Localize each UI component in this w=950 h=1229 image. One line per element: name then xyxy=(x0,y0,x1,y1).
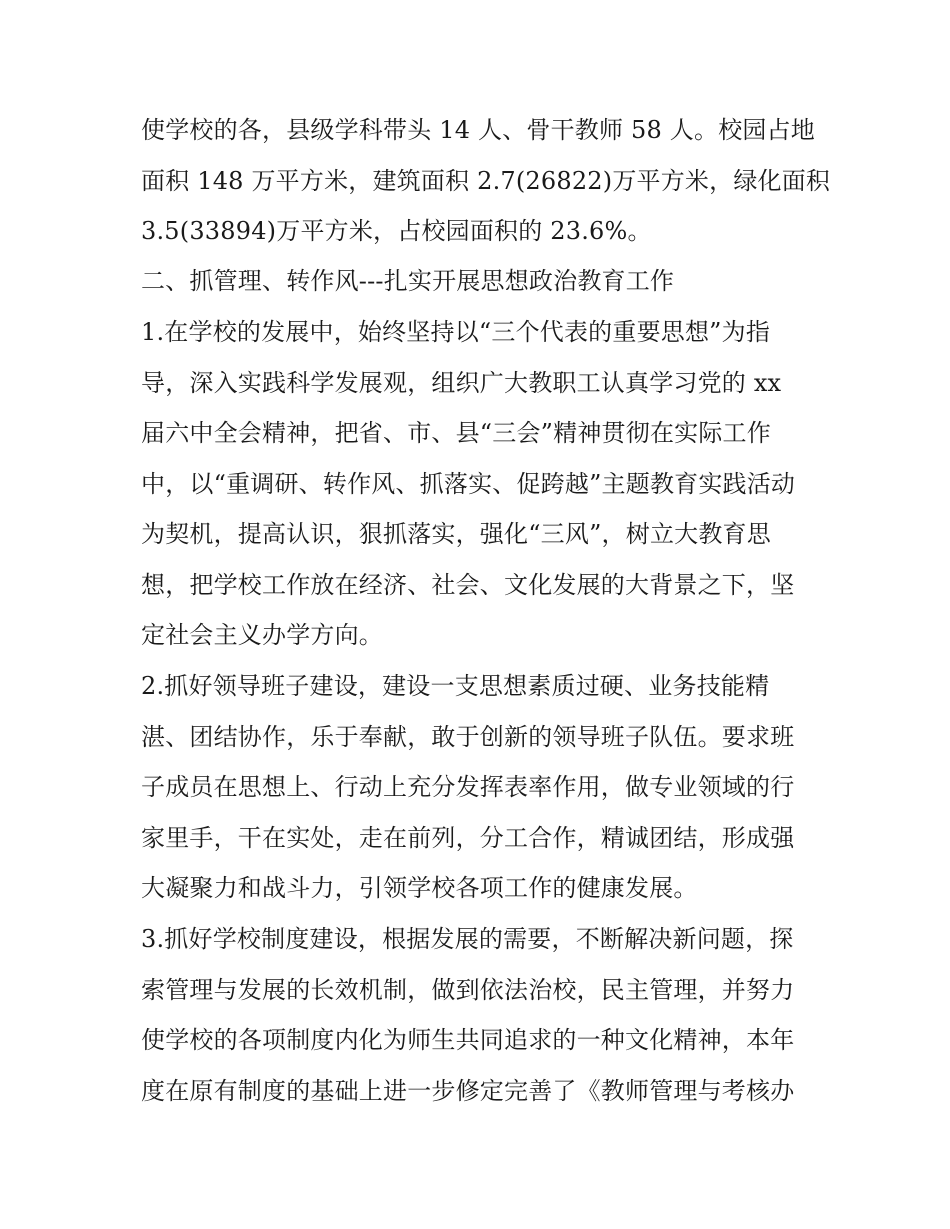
text-line: 使学校的各项制度内化为师生共同追求的一种文化精神，本年 xyxy=(141,1026,795,1054)
text-line: 3.5(33894)万平方米，占校园面积的 23.6%。 xyxy=(141,217,652,245)
text-line: 1.在学校的发展中，始终坚持以“三个代表的重要思想”为指 xyxy=(141,318,771,346)
text-line: 定社会主义办学方向。 xyxy=(141,621,383,649)
text-line: 子成员在思想上、行动上充分发挥表率作用，做专业领域的行 xyxy=(141,773,795,801)
text-line: 度在原有制度的基础上进一步修定完善了《教师管理与考核办 xyxy=(141,1077,795,1105)
text-line: 届六中全会精神，把省、市、县“三会”精神贯彻在实际工作 xyxy=(141,419,771,447)
text-line: 导，深入实践科学发展观，组织广大教职工认真学习党的 xx xyxy=(141,369,782,397)
text-line: 索管理与发展的长效机制，做到依法治校，民主管理，并努力 xyxy=(141,976,795,1004)
text-line: 使学校的各，县级学科带头 14 人、骨干教师 58 人。校园占地 xyxy=(141,116,815,144)
text-line: 中，以“重调研、转作风、抓落实、促跨越”主题教育实践活动 xyxy=(141,470,796,498)
section-heading: 二、抓管理、转作风---扎实开展思想政治教育工作 xyxy=(141,267,675,295)
text-line: 为契机，提高认识，狠抓落实，强化“三风”，树立大教育思 xyxy=(141,520,771,548)
text-line: 3.抓好学校制度建设，根据发展的需要，不断解决新问题，探 xyxy=(141,925,794,953)
text-line: 2.抓好领导班子建设，建设一支思想素质过硬、业务技能精 xyxy=(141,672,770,700)
text-line: 家里手，干在实处，走在前列，分工合作，精诚团结，形成强 xyxy=(141,824,795,852)
text-line: 想，把学校工作放在经济、社会、文化发展的大背景之下，坚 xyxy=(141,571,795,599)
text-line: 湛、团结协作，乐于奉献，敢于创新的领导班子队伍。要求班 xyxy=(141,723,795,751)
text-line: 大凝聚力和战斗力，引领学校各项工作的健康发展。 xyxy=(141,874,698,902)
text-line: 面积 148 万平方米，建筑面积 2.7(26822)万平方米，绿化面积 xyxy=(141,167,831,195)
